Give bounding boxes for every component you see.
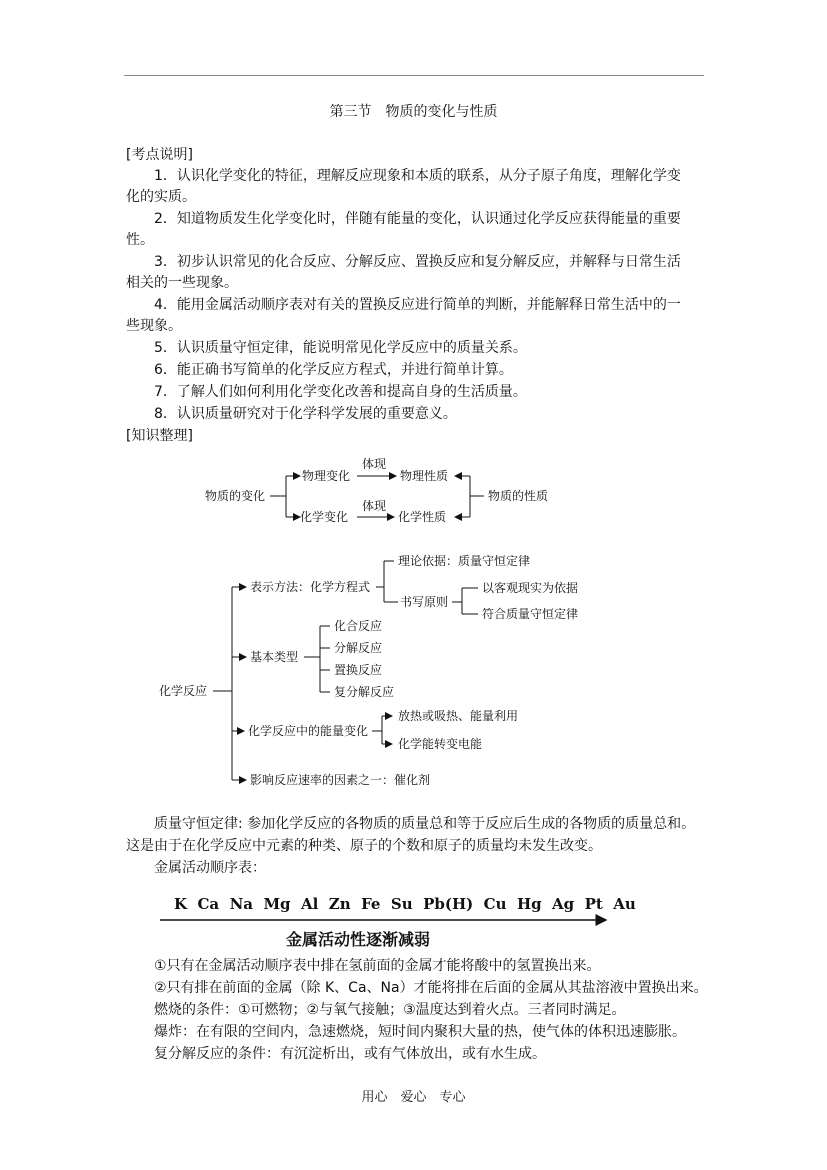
diagram2-type1: 化合反应: [334, 619, 383, 633]
diagram2-type2: 分解反应: [334, 641, 383, 655]
section-heading-knowledge: [知识整理]: [126, 428, 193, 444]
diagram2-type3: 置换反应: [334, 663, 383, 677]
diagram2-energy1: 放热或吸热、能量利用: [398, 709, 519, 723]
exam-note-line: 化的实质。: [126, 189, 196, 205]
header-rule: [124, 75, 704, 76]
diagram2-basic-types: 基本类型: [250, 650, 299, 664]
exam-note-line: 3．初步认识常见的化合反应、分解反应、置换反应和复分解反应，并解释与日常生活: [154, 254, 681, 270]
note-line: 燃烧的条件：①可燃物；②与氧气接触；③温度达到着火点。三者同时满足。: [154, 1002, 626, 1018]
diagram2-expression: 表示方法：化学方程式: [250, 580, 371, 594]
exam-note-line: 5．认识质量守恒定律，能说明常见化学反应中的质量关系。: [154, 340, 527, 356]
page-footer: 用心 爱心 专心: [361, 1090, 466, 1105]
diagram1-chemical-property: 化学性质: [398, 510, 447, 524]
diagram2-rate: 影响反应速率的因素之一：催化剂: [250, 773, 431, 787]
diagram2-energy: 化学反应中的能量变化: [248, 724, 369, 738]
activity-series-caption: 金属活动性逐渐减弱: [286, 930, 431, 949]
exam-note-line: 7．了解人们如何利用化学变化改善和提高自身的生活质量。: [154, 384, 527, 400]
activity-series-label: 金属活动顺序表：: [154, 860, 266, 876]
note-line: 爆炸：在有限的空间内，急速燃烧，短时间内聚积大量的热，使气体的体积迅速膨胀。: [154, 1024, 686, 1040]
diagram1-physical-change: 物理变化: [302, 469, 351, 483]
note-line: ②只有排在前面的金属（除 K、Ca、Na）才能将排在后面的金属从其盐溶液中置换出来。: [154, 980, 708, 996]
section-heading-exam-notes: [考点说明]: [126, 147, 193, 163]
diagram2-writing-rules: 书写原则: [400, 595, 449, 609]
diagram1-physical-property: 物理性质: [400, 469, 449, 483]
exam-note-line: 性。: [126, 232, 154, 248]
diagram2-type4: 复分解反应: [334, 685, 395, 699]
exam-note-line: 8．认识质量研究对于化学科学发展的重要意义。: [154, 406, 457, 422]
exam-note-line: 4．能用金属活动顺序表对有关的置换反应进行简单的判断，并能解释日常生活中的一: [154, 297, 681, 313]
exam-note-line: 2．知道物质发生化学变化时，伴随有能量的变化，认识通过化学反应获得能量的重要: [154, 211, 681, 227]
note-line: ①只有在金属活动顺序表中排在氢前面的金属才能将酸中的氢置换出来。: [154, 958, 601, 974]
conservation-law-line1: 质量守恒定律: 参加化学反应的各物质的质量总和等于反应后生成的各物质的质量总和。: [154, 816, 696, 832]
diagram1-left-label: 物质的变化: [205, 489, 266, 503]
diagram2-rule1: 以客观现实为依据: [482, 581, 579, 595]
diagram1-right-label: 物质的性质: [488, 489, 549, 503]
diagram1-embodies-top: 体现: [362, 457, 387, 471]
diagram1-embodies-bottom: 体现: [362, 499, 387, 513]
diagram2-rule2: 符合质量守恒定律: [482, 607, 579, 621]
exam-note-line: 1．认识化学变化的特征，理解反应现象和本质的联系，从分子原子角度，理解化学变: [154, 168, 681, 184]
diagram2-energy2: 化学能转变电能: [398, 737, 483, 751]
diagram1-chemical-change: 化学变化: [300, 510, 349, 524]
page-title: 第三节 物质的变化与性质: [329, 104, 498, 120]
note-line: 复分解反应的条件：有沉淀析出，或有气体放出，或有水生成。: [154, 1046, 546, 1062]
exam-note-line: 6．能正确书写简单的化学反应方程式，并进行简单计算。: [154, 362, 513, 378]
diagram2-root: 化学反应: [159, 684, 208, 698]
activity-series-metals: K Ca Na Mg Al Zn Fe Su Pb(H) Cu Hg Ag Pt Au: [174, 895, 636, 913]
diagram2-theory: 理论依据：质量守恒定律: [398, 554, 531, 568]
conservation-law-line2: 这是由于在化学反应中元素的种类、原子的个数和原子的质量均未发生改变。: [126, 838, 602, 854]
exam-note-line: 相关的一些现象。: [126, 275, 238, 291]
exam-note-line: 些现象。: [126, 318, 182, 334]
